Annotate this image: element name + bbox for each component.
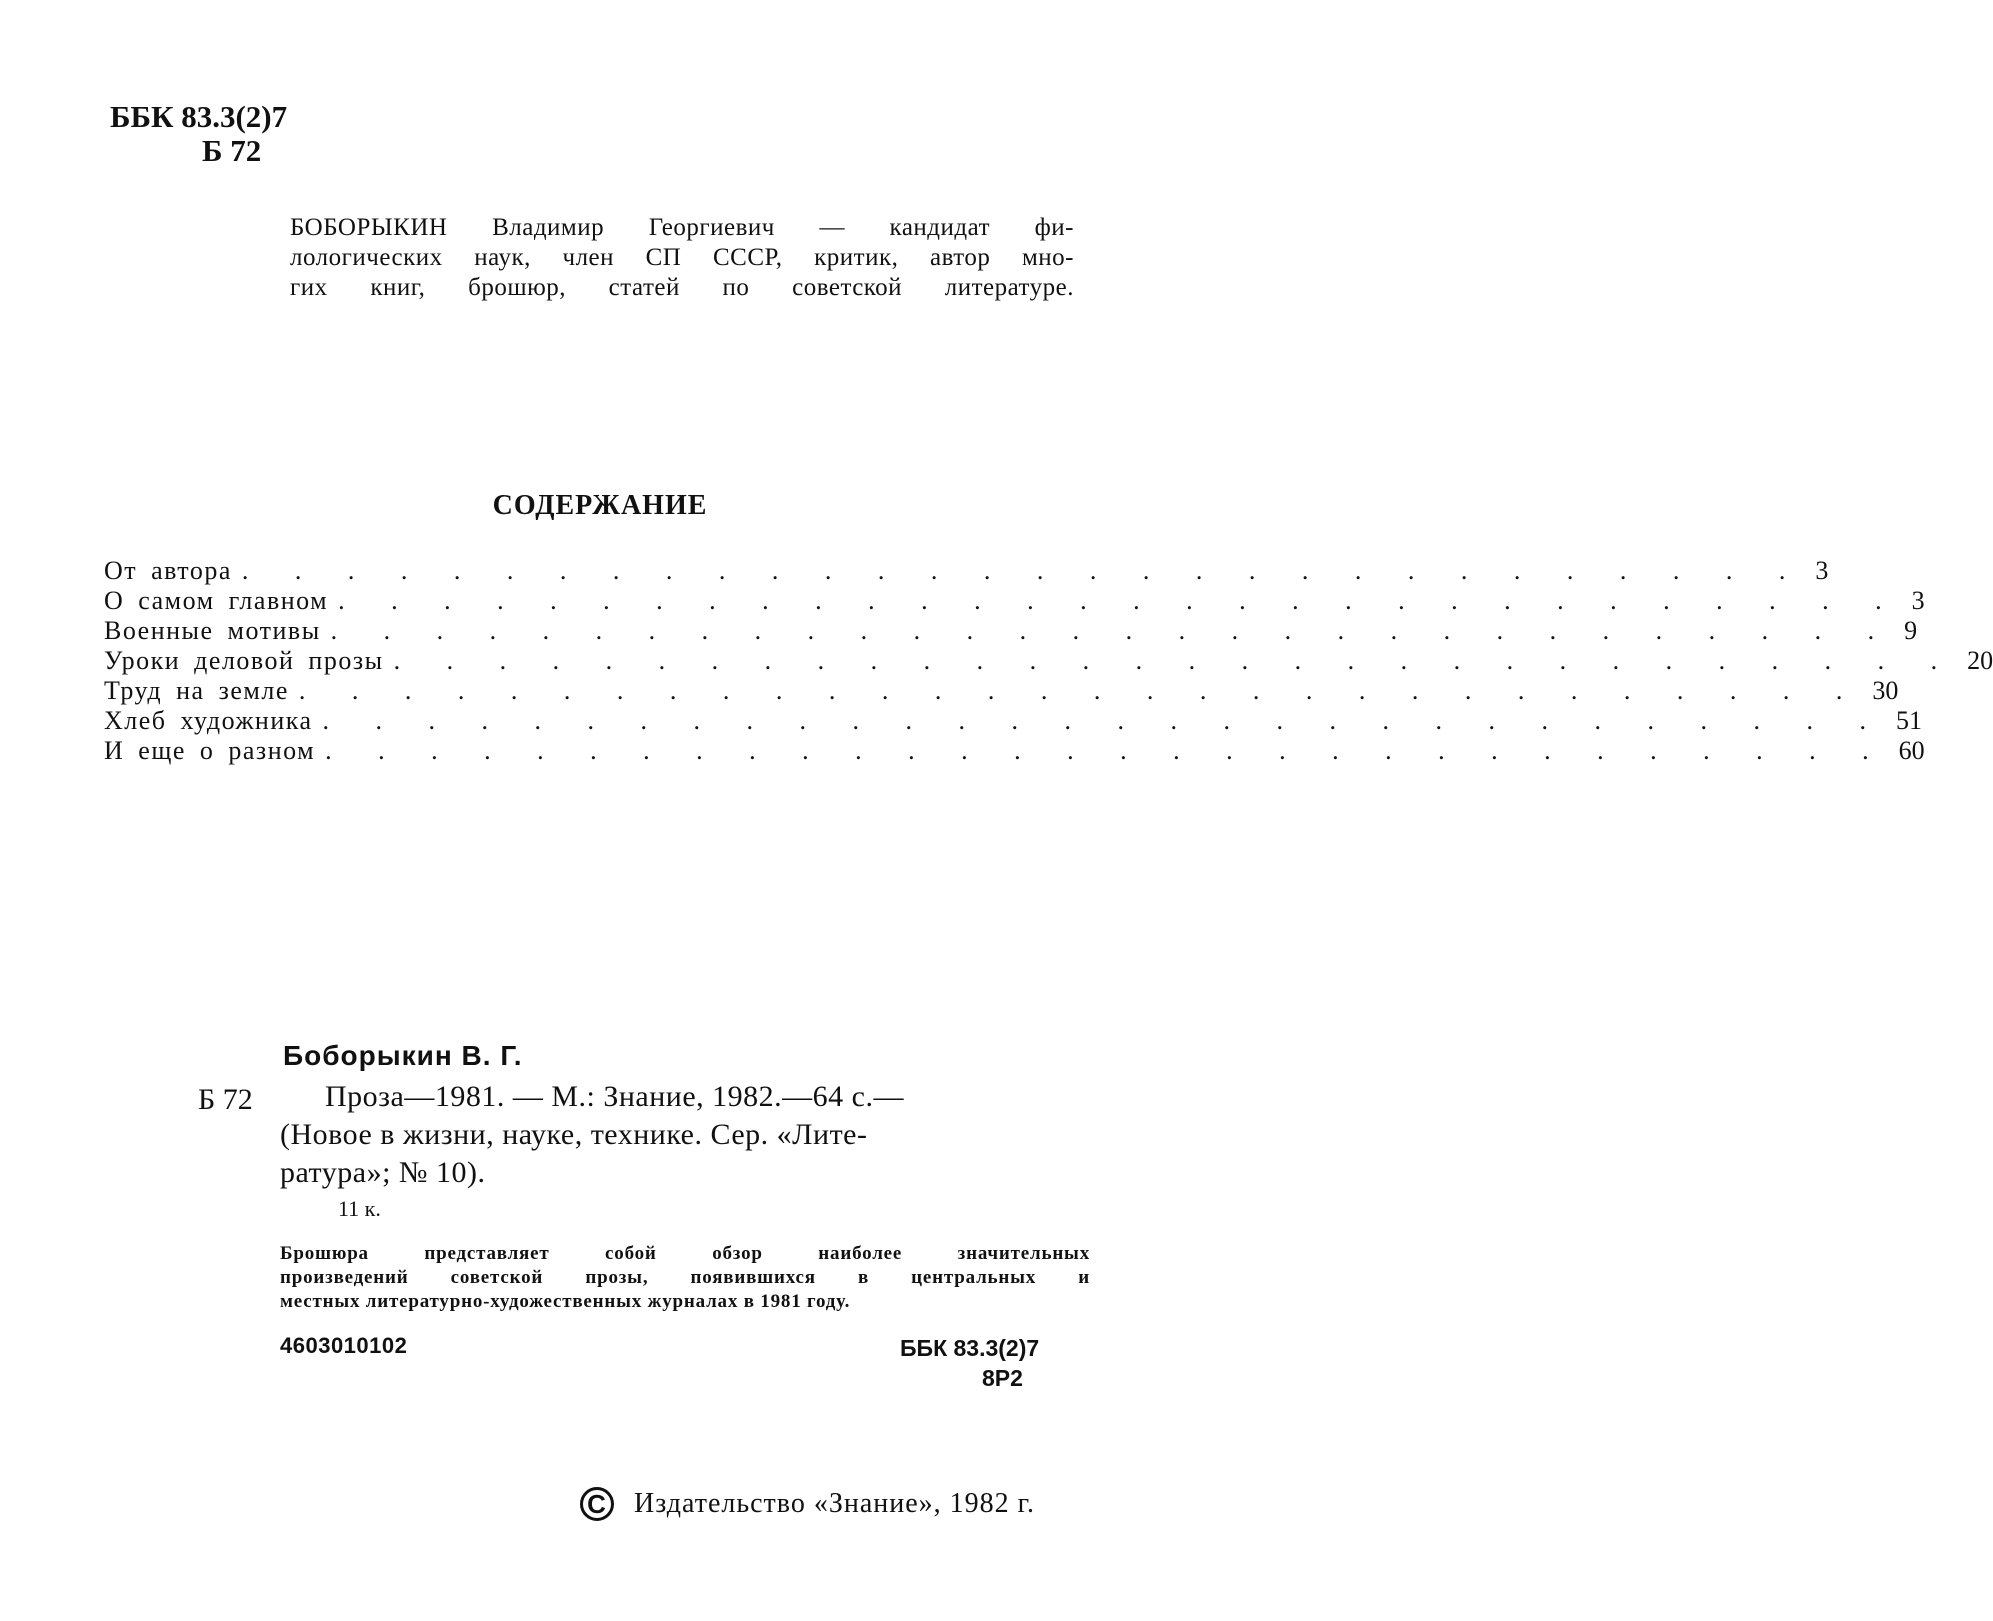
contents-item-label: От автора (104, 556, 232, 585)
card-description-line: ратура»; № 10). (280, 1156, 486, 1189)
copyright-icon: C (580, 1487, 614, 1521)
contents-item-page: 51 (1896, 706, 1923, 735)
contents-item-label: Хлеб художника (104, 706, 313, 735)
catalog-code: 4603010102 (280, 1333, 408, 1358)
card-abstract-line: произведений советской прозы, появившихся в центральных и (280, 1267, 1090, 1288)
contents-item-label: Уроки деловой прозы (104, 646, 384, 675)
contents-item (104, 616, 1918, 646)
author-bio (290, 213, 1074, 303)
dot-leader: . . . . . . . . . . . . . . . . . . . . . . . . . . . . . . (330, 616, 1895, 645)
card-abstract (280, 1242, 1090, 1314)
dot-leader: . . . . . . . . . . . . . . . . . . . . . . . . . . . . . . (322, 706, 1887, 735)
card-abstract-line: Брошюра представляет собой обзор наиболее значительных (280, 1243, 1090, 1264)
classification-top (110, 100, 287, 168)
contents-item (104, 586, 1925, 616)
contents-item-label: Труд на земле (104, 676, 289, 705)
bbk-subcode-bottom: 8Р2 (982, 1365, 1023, 1391)
contents-item-label: Военные мотивы (104, 616, 321, 645)
card-abstract-line: местных литературно-художественных журналах в 1981 году. (280, 1291, 851, 1312)
contents-list (104, 556, 1993, 766)
dot-leader: . . . . . . . . . . . . . . . . . . . . . . . . . . . . . . (241, 556, 1806, 585)
contents-item-page: 9 (1904, 616, 1918, 645)
contents-item-page: 3 (1911, 586, 1925, 615)
dot-leader: . . . . . . . . . . . . . . . . . . . . . . . . . . . . . . (393, 646, 1958, 675)
contents-item (104, 706, 1923, 736)
author-bio-line: гих книг, брошюр, статей по советской литературе. (290, 274, 1074, 301)
contents-item-page: 60 (1898, 736, 1925, 765)
classification-bottom (900, 1333, 1039, 1393)
bbk-code-bottom: ББК 83.3(2)7 (900, 1335, 1040, 1361)
dot-leader: . . . . . . . . . . . . . . . . . . . . . . . . . . . . . . (325, 736, 1889, 765)
contents-item-label: О самом главном (104, 586, 329, 615)
author-index-top: Б 72 (202, 133, 262, 168)
author-bio-line: лологических наук, член СП СССР, критик, автор мно- (290, 244, 1074, 271)
bbk-code-top: ББК 83.3(2)7 (110, 99, 288, 134)
card-index: Б 72 (198, 1083, 253, 1116)
contents-item (104, 556, 1829, 586)
contents-item (104, 646, 1993, 676)
contents-item-page: 30 (1872, 676, 1899, 705)
dot-leader: . . . . . . . . . . . . . . . . . . . . . . . . . . . . . . (338, 586, 1902, 615)
copyright-text: Издательство «Знание», 1982 г. (634, 1488, 1035, 1519)
price: 11 к. (338, 1196, 381, 1221)
contents-item (104, 676, 1899, 706)
card-description-line: (Новое в жизни, науке, технике. Сер. «Лите- (280, 1118, 868, 1151)
author-bio-line: БОБОРЫКИН Владимир Георгиевич — кандидат фи- (290, 214, 1074, 241)
contents-item-page: 3 (1815, 556, 1829, 585)
contents-item-label: И еще о разном (104, 736, 316, 765)
contents-title: СОДЕРЖАНИЕ (492, 490, 708, 521)
card-description-line: Проза—1981. — М.: Знание, 1982.—64 с.— (325, 1080, 904, 1113)
copyright-line (580, 1487, 1035, 1521)
dot-leader: . . . . . . . . . . . . . . . . . . . . . . . . . . . . . . (298, 676, 1863, 705)
card-author: Боборыкин В. Г. (283, 1040, 523, 1071)
card-description (280, 1078, 1090, 1192)
contents-item-page: 20 (1967, 646, 1993, 675)
contents-item (104, 736, 1925, 766)
